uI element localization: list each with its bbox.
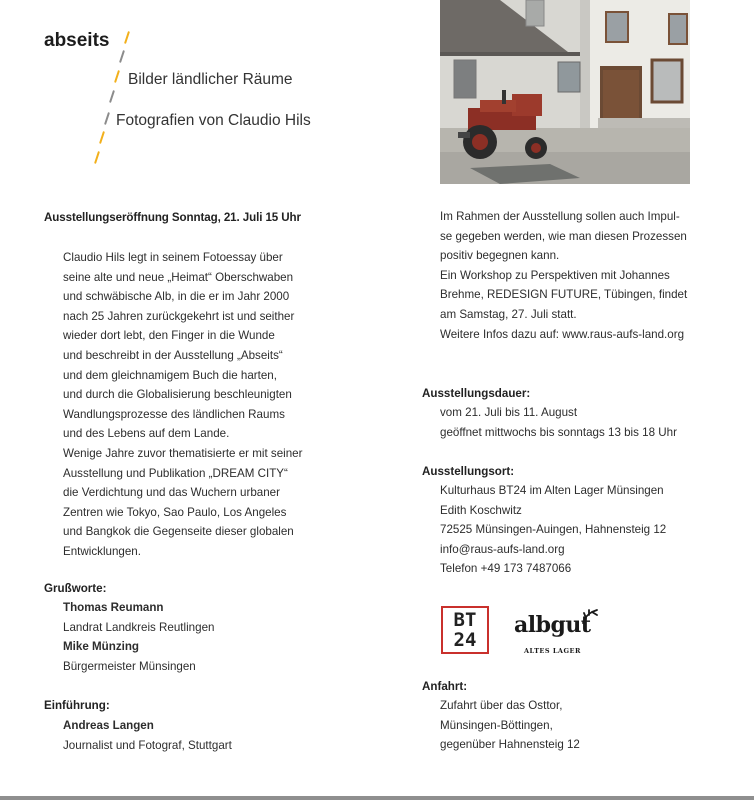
text-line: und Bangkok die Gegenseite dieser globalen [63,525,294,539]
text-line: 72525 Münsingen-Auingen, Hahnensteig 12 [440,523,667,537]
slash-mark [124,31,130,44]
text-line: und schwäbische Alb, in die er im Jahr 2000 [63,290,290,304]
grussworte-heading: Grußworte: [44,582,107,595]
text-line: Claudio Hils legt in seinem Fotoessay über [63,251,283,264]
einfuehrung-heading: Einführung: [44,699,110,712]
email-link[interactable]: info@raus-aufs-land.org [440,542,565,556]
intro-paragraph [63,248,312,562]
text-line: die Verdichtung und das Wuchern urbaner [63,486,280,500]
text-line: positiv begegnen kann. [440,249,560,263]
slash-mark [99,131,105,144]
speaker-name: Mike Münzing [63,640,139,654]
text-line: Entwicklungen. [63,544,141,558]
text-line: Ausstellung und Publikation „DREAM CITY“ [63,466,288,480]
slash-mark [114,70,120,83]
text-line: Edith Koschwitz [440,503,522,517]
text-line: wieder dort lebt, den Finger in die Wunde [63,329,275,343]
bottom-rule [0,796,754,800]
speaker-role: Landrat Landkreis Reutlingen [63,620,215,634]
text-line: und beschreibt in der Ausstellung „Abseits“ [63,348,283,362]
text-line: Zufahrt über das Osttor, [440,699,563,712]
text-line: Wandlungsprozesse des ländlichen Raums [63,407,285,421]
text-line: geöffnet mittwochs bis sonntags 13 bis 18 Uhr [440,425,677,439]
text-line: se gegeben werden, wie man diesen Prozessen [440,229,687,243]
bt24-logo: BT 24 [441,606,489,654]
opening-heading: Ausstellungseröffnung Sonntag, 21. Juli 15 Uhr [44,211,301,224]
grussworte-list [63,598,214,676]
speaker-role: Bürgermeister Münsingen [63,659,196,673]
text-line: Ein Workshop zu Perspektiven mit Johannes [440,268,670,282]
text-line: Brehme, REDESIGN FUTURE, Tübingen, findet [440,288,688,302]
workshop-paragraph [440,207,692,344]
text-line: vom 21. Juli bis 11. August [440,406,578,419]
text-line: seine alte und neue „Heimat“ Oberschwaben [63,270,294,284]
anfahrt-block [440,696,580,755]
speaker-name: Andreas Langen [63,719,154,732]
text-line: gegenüber Hahnensteig 12 [440,738,580,752]
text-line: Telefon +49 173 7487066 [440,562,572,576]
anfahrt-heading: Anfahrt: [422,680,468,693]
slash-mark [119,50,125,63]
byline: Fotografien von Claudio Hils [116,112,311,129]
text-line: Im Rahmen der Ausstellung sollen auch Impul- [440,210,680,223]
subtitle: Bilder ländlicher Räume [128,71,293,88]
text-line: und durch die Globalisierung beschleunigten [63,388,292,402]
text-line: und des Lebens auf dem Lande. [63,427,230,441]
slash-mark [94,151,100,164]
tractor-photo-illustration [440,0,690,184]
text-line: und dem gleichnamigem Buch die harten, [63,368,277,382]
ort-heading: Ausstellungsort: [422,465,515,478]
ort-block [440,481,666,579]
text-line: nach 25 Jahren zurückgekehrt ist und seither [63,309,295,323]
text-line: Zentren wie Tokyo, Sao Paulo, Los Angeles [63,505,287,519]
text-line: am Samstag, 27. Juli statt. [440,307,577,321]
text-line: Wenige Jahre zuvor thematisierte er mit seiner [63,446,303,460]
albgut-subtitle: ALTES LAGER [524,647,581,655]
farmyard-photo [440,0,690,184]
slash-mark [104,112,110,125]
albgut-logo: albgut [514,612,591,638]
text-line: Kulturhaus BT24 im Alten Lager Münsingen [440,484,664,497]
speaker-name: Thomas Reumann [63,601,164,614]
einfuehrung-block [63,716,232,755]
dauer-block [440,403,677,442]
speaker-role: Journalist und Fotograf, Stuttgart [63,738,232,752]
antler-icon [580,609,600,625]
page-title: abseits [44,30,110,51]
text-line: Weitere Infos dazu auf: www.raus-aufs-land.org [440,327,685,341]
dauer-heading: Ausstellungsdauer: [422,387,531,400]
slash-mark [109,90,115,103]
text-line: Münsingen-Böttingen, [440,718,553,732]
